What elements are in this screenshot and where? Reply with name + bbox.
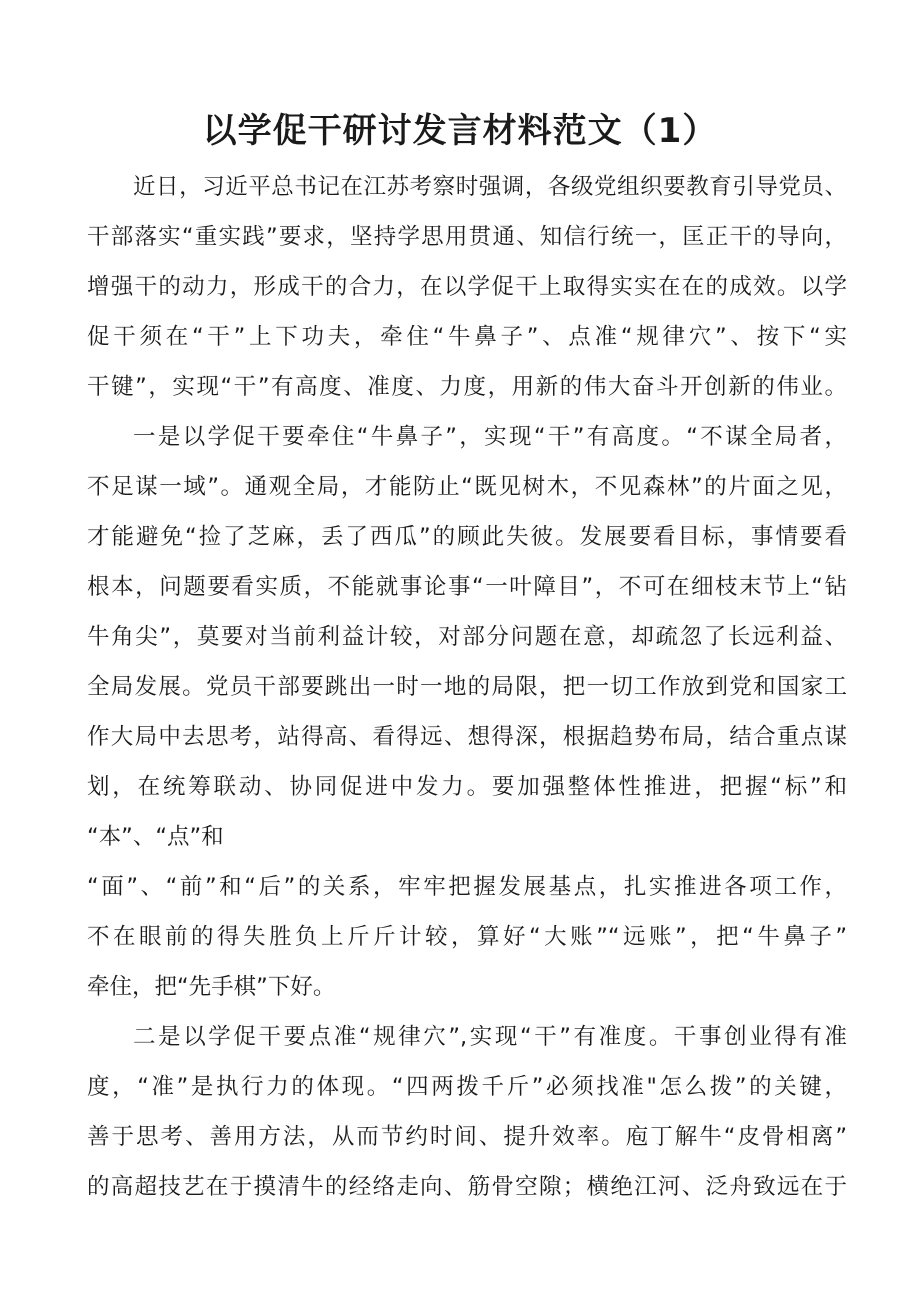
page-title: 以学促干研讨发言材料范文（1） [202, 111, 718, 151]
text-line: 善于思考、善用方法，从而节约时间、提升效率。庖丁解牛“皮骨相离” [87, 1124, 847, 1150]
text-line: 二是以学促干要点准“规律穴”,实现“干”有准度。干事创业得有准 [133, 1024, 847, 1050]
text-line: 促干须在“干”上下功夫，牵住“牛鼻子”、点准“规律穴”、按下“实 [87, 324, 847, 350]
text-line: 不足谋一域”。通观全局，才能防止“既见树木，不见森林”的片面之见， [87, 474, 847, 500]
text-line: 度，“准”是执行力的体现。“四两拨千斤”必须找准"怎么拨”的关键， [87, 1074, 847, 1100]
text-line: 全局发展。党员干部要跳出一时一地的局限，把一切工作放到党和国家工 [87, 674, 847, 700]
text-line: 根本，问题要看实质，不能就事论事“一叶障目”，不可在细枝末节上“钻 [87, 574, 847, 600]
text-line: 干部落实“重实践”要求，坚持学思用贯通、知信行统一，匡正干的导向， [87, 224, 847, 250]
text-line: “本”、“点”和 [87, 824, 224, 850]
text-line: 一是以学促干要牵住“牛鼻子”，实现“干”有高度。“不谋全局者， [133, 424, 847, 450]
text-line: 的高超技艺在于摸清牛的经络走向、筋骨空隙；横绝江河、泛舟致远在于 [87, 1174, 847, 1200]
text-line: 作大局中去思考，站得高、看得远、想得深，根据趋势布局，结合重点谋 [87, 724, 847, 750]
text-line: 才能避免“捡了芝麻，丢了西瓜”的顾此失彼。发展要看目标，事情要看 [87, 524, 847, 550]
text-line: 增强干的动力，形成干的合力，在以学促干上取得实实在在的成效。以学 [87, 274, 847, 300]
text-line: 牛角尖”，莫要对当前利益计较，对部分问题在意，却疏忽了长远利益、 [87, 624, 847, 650]
text-line: 牵住，把“先手棋”下好。 [87, 974, 336, 1000]
text-line: 不在眼前的得失胜负上斤斤计较，算好“大账”“远账”，把“牛鼻子” [87, 924, 847, 950]
text-line: 近日，习近平总书记在江苏考察时强调，各级党组织要教育引导党员、 [133, 174, 847, 200]
text-line: 干键”，实现“干”有高度、准度、力度，用新的伟大奋斗开创新的伟业。 [87, 374, 847, 400]
text-line: “面”、“前”和“后”的关系，牢牢把握发展基点，扎实推进各项工作， [87, 874, 847, 900]
text-line: 划，在统筹联动、协同促进中发力。要加强整体性推进，把握“标”和 [87, 774, 847, 800]
